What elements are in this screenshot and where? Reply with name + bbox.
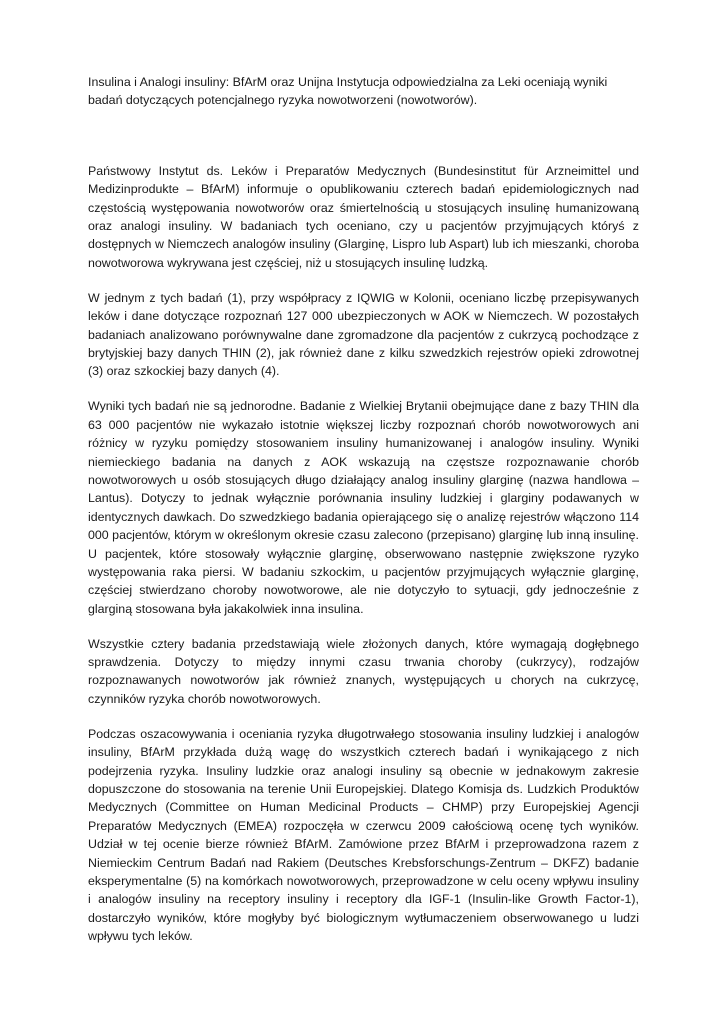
document-page: [88, 73, 639, 962]
document-body: [88, 162, 639, 946]
paragraph-intro: Państwowy Instytut ds. Leków i Preparatów Medycznych (Bundesinstitut für Arzneimittel und Medizinprodukte – BfArM) informuje o opublikowaniu czterech badań epidemiologicznych nad częstością występowania nowotworów oraz śmiertelnością u stosujących insulinę humanizowaną oraz analogi insuliny. W badaniach tych oceniano, czy u pacjentów przyjmujących któryś z dostępnych w Niemczech analogów insuliny (Glarginę, Lispro lub Aspart) lub ich mieszanki, choroba nowotworowa wykrywana jest częściej, niż u stosujących insulinę ludzką.: [88, 163, 639, 270]
paragraph-complex-data: Wszystkie cztery badania przedstawiają wiele złożonych danych, które wymagają dogłębnego sprawdzenia. Dotyczy to między innymi czasu trwania choroby (cukrzycy), rodzajów rozpoznawanych nowotworów jak również znanych, występujących u chorych na cukrzycę, czynników ryzyka chorób nowotworowych.: [88, 636, 639, 706]
paragraph-studies: W jednym z tych badań (1), przy współpracy z IQWIG w Kolonii, oceniano liczbę przepisywanych leków i dane dotyczące rozpoznań 127 000 ubezpieczonych w AOK w Niemczech. W pozostałych badaniach analizowano porównywalne dane zgromadzone dla pacjentów z cukrzycą pochodzące z brytyjskiej bazy danych THIN (2), jak również dane z kilku szwedzkich rejestrów opieki zdrowotnej (3) oraz szkockiej bazy danych (4).: [88, 290, 639, 379]
document-title: Insulina i Analogi insuliny: BfArM oraz Unijna Instytucja odpowiedzialna za Leki oceniają wyniki badań dotyczących potencjalnego ryzyka nowotworzeni (nowotworów).: [88, 75, 608, 108]
paragraph-risk-assessment: Podczas oszacowywania i oceniania ryzyka długotrwałego stosowania insuliny ludzkiej i analogów insuliny, BfArM przykłada dużą wagę do wszystkich czterech badań i wynikającego z nich podejrzenia ryzyka. Insuliny ludzkie oraz analogi insuliny są obecnie w jednakowym zakresie dopuszczone do stosowania na terenie Unii Europejskiej. Dlatego Komisja ds. Ludzkich Produktów Medycznych (Committee on Human Medicinal Products – CHMP) przy Europejskiej Agencji Preparatów Medycznych (EMEA) rozpoczęła w czerwcu 2009 całościową ocenę tych wyników. Udział w tej ocenie bierze również BfArM. Zamówione przez BfArM i przeprowadzona razem z Niemieckim Centrum Badań nad Rakiem (Deutsches Krebsforschungs-Zentrum – DKFZ) badanie eksperymentalne (5) na komórkach nowotworowych, przeprowadzone w celu oceny wpływu insuliny i analogów insuliny na receptory insuliny i receptory dla IGF-1 (Insulin-like Growth Factor-1), dostarczyło wyników, które mogłyby być biologicznym wytłumaczeniem obserwowanego u ludzi wpływu tych leków.: [88, 726, 639, 944]
paragraph-results: Wyniki tych badań nie są jednorodne. Badanie z Wielkiej Brytanii obejmujące dane z bazy THIN dla 63 000 pacjentów nie wykazało istotnie większej liczby rozpoznań chorób nowotworowych ani różnicy w ryzyku pomiędzy stosowaniem insuliny humanizowanej i analogów insuliny. Wyniki niemieckiego badania na danych z AOK wskazują na częstsze rozpoznawanie chorób nowotworowych u osób stosujących długo działający analog insuliny glarginę (nazwa handlowa – Lantus). Dotyczy to jednak wyłącznie porównania insuliny ludzkiej i glarginy podawanych w identycznych dawkach. Do szwedzkiego badania opierającego się o analizę rejestrów włączono 114 000 pacjentów, którym w określonym okresie czasu zalecono (przepisano) glarginę lub inną insulinę. U pacjentek, które stosowały wyłącznie glarginę, obserwowano następnie zwiększone ryzyko występowania raka piersi. W badaniu szkockim, u pacjentów przyjmujących wyłącznie glarginę, częściej stwierdzano choroby nowotworowe, ale nie dotyczyło to sytuacji, gdy jednocześnie z glarginą stosowana była jakakolwiek inna insulina.: [88, 399, 639, 616]
